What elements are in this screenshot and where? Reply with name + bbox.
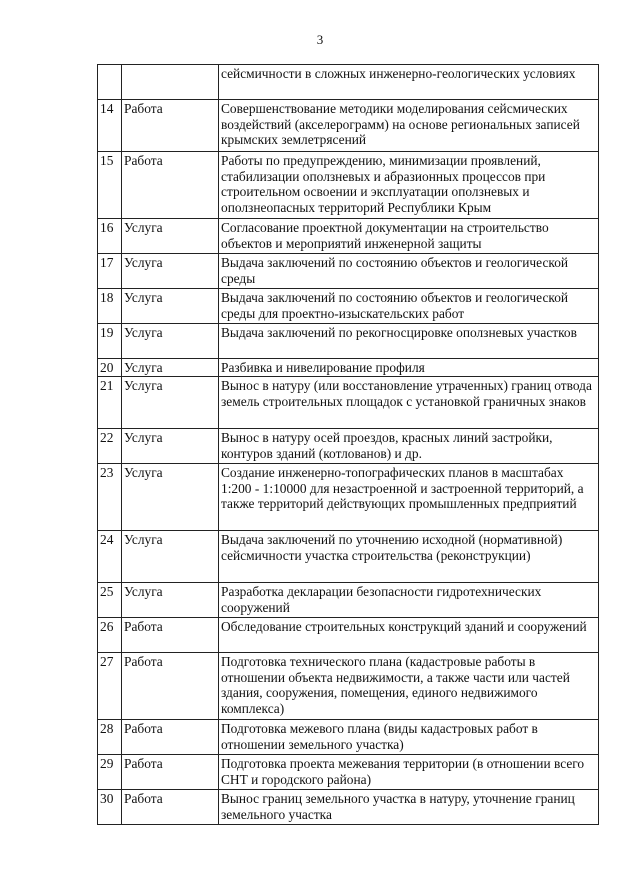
table-row	[98, 377, 599, 429]
table-row	[98, 324, 599, 359]
row-type: Услуга	[122, 429, 219, 464]
row-number: 27	[98, 653, 122, 720]
table-row	[98, 790, 599, 825]
row-description: Обследование строительных конструкций зданий и сооружений	[219, 618, 599, 653]
row-number: 30	[98, 790, 122, 825]
row-description: сейсмичности в сложных инженерно-геологических условиях	[219, 65, 599, 100]
row-description: Выдача заключений по рекогносцировке оползневых участков	[219, 324, 599, 359]
row-number: 24	[98, 531, 122, 583]
row-description: Согласование проектной документации на строительство объектов и мероприятий инженерной защиты	[219, 219, 599, 254]
table-row	[98, 65, 599, 100]
row-type: Услуга	[122, 219, 219, 254]
row-number: 17	[98, 254, 122, 289]
row-number: 14	[98, 100, 122, 152]
row-number: 20	[98, 359, 122, 377]
row-type: Работа	[122, 618, 219, 653]
table-row	[98, 720, 599, 755]
table-row	[98, 359, 599, 377]
row-description: Разработка декларации безопасности гидротехнических сооружений	[219, 583, 599, 618]
row-type: Работа	[122, 755, 219, 790]
table-row	[98, 755, 599, 790]
table-row	[98, 100, 599, 152]
row-type: Услуга	[122, 464, 219, 531]
row-description: Подготовка проекта межевания территории (в отношении всего СНТ и городского района)	[219, 755, 599, 790]
row-type: Услуга	[122, 531, 219, 583]
row-number: 15	[98, 152, 122, 219]
table-row	[98, 583, 599, 618]
row-type: Работа	[122, 653, 219, 720]
row-description: Вынос в натуру осей проездов, красных линий застройки, контуров зданий (котлованов) и др.	[219, 429, 599, 464]
services-table	[97, 64, 599, 825]
table-row	[98, 152, 599, 219]
table-row	[98, 531, 599, 583]
row-type: Работа	[122, 152, 219, 219]
row-number: 21	[98, 377, 122, 429]
row-number: 19	[98, 324, 122, 359]
table-row	[98, 219, 599, 254]
row-type: Услуга	[122, 359, 219, 377]
row-type: Услуга	[122, 289, 219, 324]
row-type: Услуга	[122, 324, 219, 359]
table-row	[98, 464, 599, 531]
row-type: Работа	[122, 100, 219, 152]
row-description: Работы по предупреждению, минимизации проявлений, стабилизации оползневых и абразионных процессов при строительном освоении и эксплуатации оползневых и оползнеопасных территорий Республики Крым	[219, 152, 599, 219]
row-type: Услуга	[122, 377, 219, 429]
row-type: Работа	[122, 790, 219, 825]
row-type: Услуга	[122, 254, 219, 289]
row-number: 18	[98, 289, 122, 324]
row-number: 28	[98, 720, 122, 755]
row-number: 25	[98, 583, 122, 618]
row-description: Выдача заключений по состоянию объектов и геологической среды для проектно-изыскательских работ	[219, 289, 599, 324]
row-number	[98, 65, 122, 100]
table-row	[98, 618, 599, 653]
row-type: Работа	[122, 720, 219, 755]
row-number: 23	[98, 464, 122, 531]
table-row	[98, 653, 599, 720]
page-number: 3	[316, 32, 324, 47]
row-number: 22	[98, 429, 122, 464]
row-type: Услуга	[122, 583, 219, 618]
row-description: Совершенствование методики моделирования сейсмических воздействий (акселерограмм) на основе региональных записей крымских землетрясений	[219, 100, 599, 152]
row-description: Вынос в натуру (или восстановление утраченных) границ отвода земель строительных площадок с установкой граничных знаков	[219, 377, 599, 429]
row-description: Подготовка технического плана (кадастровые работы в отношении объекта недвижимости, а также части или частей здания, сооружения, помещения, единого недвижимого комплекса)	[219, 653, 599, 720]
row-description: Создание инженерно-топографических планов в масштабах 1:200 - 1:10000 для незастроенной и застроенной территорий, а также территорий действующих промышленных предприятий	[219, 464, 599, 531]
row-number: 26	[98, 618, 122, 653]
row-number: 29	[98, 755, 122, 790]
table-row	[98, 289, 599, 324]
table-row	[98, 254, 599, 289]
row-description: Подготовка межевого плана (виды кадастровых работ в отношении земельного участка)	[219, 720, 599, 755]
row-description: Вынос границ земельного участка в натуру, уточнение границ земельного участка	[219, 790, 599, 825]
row-type	[122, 65, 219, 100]
row-description: Выдача заключений по уточнению исходной (нормативной) сейсмичности участка строительства (реконструкции)	[219, 531, 599, 583]
table-row	[98, 429, 599, 464]
row-description: Выдача заключений по состоянию объектов и геологической среды	[219, 254, 599, 289]
row-description: Разбивка и нивелирование профиля	[219, 359, 599, 377]
row-number: 16	[98, 219, 122, 254]
